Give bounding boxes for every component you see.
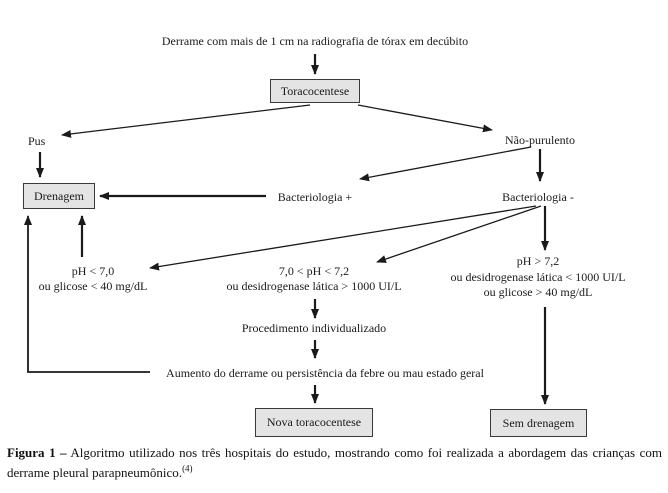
sem-drenagem-box	[490, 409, 587, 437]
sem-drenagem-label: Sem drenagem	[502, 415, 575, 430]
aumento-label: Aumento do derrame ou persistência da febre ou mau estado geral	[166, 366, 484, 380]
ph-alto-line3: ou glicose > 40 mg/dL	[483, 285, 593, 299]
caption-ref: (4)	[182, 463, 193, 474]
pus-label: Pus	[28, 134, 46, 148]
nova-toracocentese-label: Nova toracocentese	[266, 415, 362, 429]
arrow-toracocentese-to-pus	[62, 105, 310, 135]
ph-alto-line2: ou desidrogenase lática < 1000 UI/L	[450, 269, 626, 284]
arrow-toracocentese-to-nao-purulento	[358, 105, 492, 130]
caption-label: Figura 1 –	[7, 445, 67, 460]
arrow-nao-purulento-to-bacteriologia-pos	[360, 147, 531, 179]
arrow-feedback-to-drenagem	[28, 216, 150, 372]
drenagem-label: Drenagem	[34, 188, 84, 203]
ph-intermediario-line1: 7,0 < pH < 7,2	[278, 264, 350, 278]
ph-intermediario-line2: ou desidrogenase lática > 1000 UI/L	[226, 279, 402, 293]
bacteriologia-negativa-label: Bacteriologia -	[502, 190, 574, 204]
ph-intermediario-block	[214, 264, 414, 294]
ph-alto-line1: pH > 7,2	[516, 254, 560, 268]
toracocentese-box	[270, 79, 360, 103]
figure-caption	[7, 443, 662, 483]
ph-alto-block	[413, 254, 663, 301]
toracocentese-label: Toracocentese	[280, 83, 350, 98]
ph-baixo-block	[18, 264, 168, 294]
drenagem-box	[23, 183, 95, 209]
ph-baixo-line1: pH < 7,0	[71, 264, 115, 278]
procedimento-label: Procedimento individualizado	[241, 321, 387, 335]
bacteriologia-positiva-label: Bacteriologia +	[277, 190, 353, 204]
nova-toracocentese-box	[255, 408, 373, 437]
nao-purulento-label: Não-purulento	[505, 133, 575, 147]
ph-baixo-line2: ou glicose < 40 mg/dL	[38, 279, 148, 293]
top-condition-label-text: Derrame com mais de 1 cm na radiografia de tórax em decúbito	[161, 34, 469, 48]
caption-text: Algoritmo utilizado nos três hospitais do estudo, mostrando como foi realizada a abordagem das crianças com derrame pleural parapneumônico.	[7, 445, 662, 480]
